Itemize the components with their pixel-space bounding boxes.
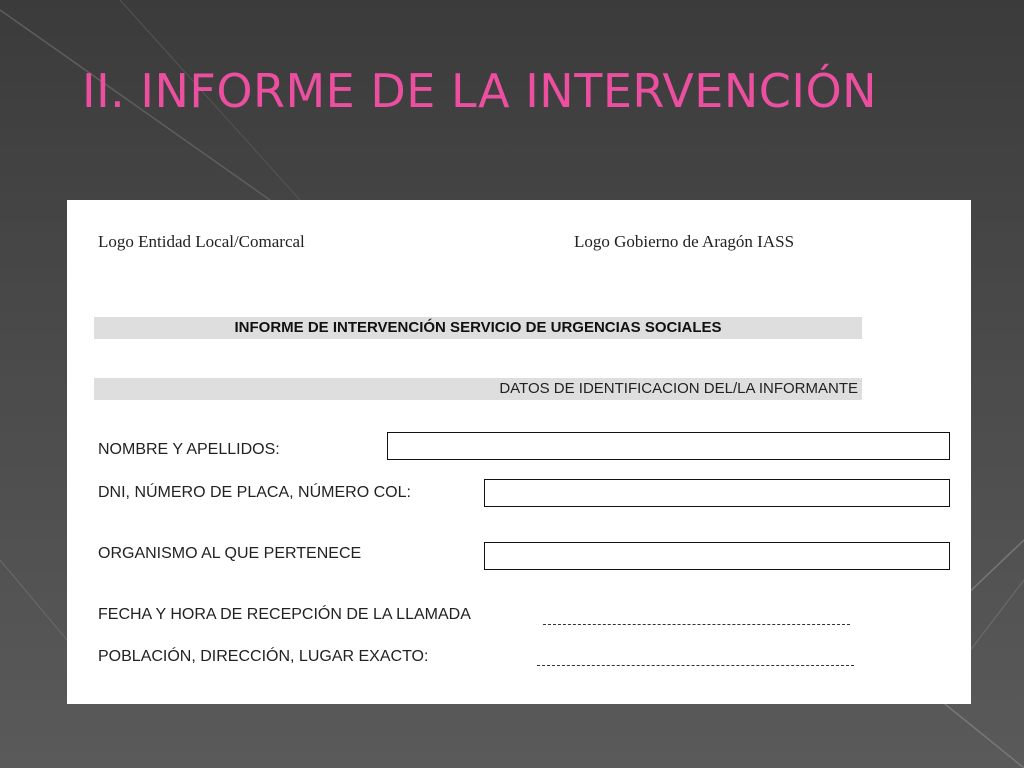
form-panel [67, 200, 971, 704]
nombre-input[interactable] [387, 432, 950, 460]
logo-entidad-local: Logo Entidad Local/Comarcal [98, 232, 305, 251]
nombre-label: NOMBRE Y APELLIDOS: [98, 441, 280, 458]
poblacion-label: POBLACIÓN, DIRECCIÓN, LUGAR EXACTO: [98, 648, 429, 665]
form-header-title: INFORME DE INTERVENCIÓN SERVICIO DE URGENCIAS SOCIALES [94, 317, 862, 339]
poblacion-line[interactable] [537, 665, 854, 666]
fecha-label: FECHA Y HORA DE RECEPCIÓN DE LA LLAMADA [98, 606, 471, 623]
logo-gobierno-aragon: Logo Gobierno de Aragón IASS [574, 232, 795, 251]
fecha-line[interactable] [543, 624, 850, 625]
slide-title: II. INFORME DE LA INTERVENCIÓN [82, 64, 878, 118]
organismo-input[interactable] [484, 542, 950, 570]
dni-input[interactable] [484, 479, 950, 507]
organismo-label: ORGANISMO AL QUE PERTENECE [98, 545, 362, 562]
section-title: DATOS DE IDENTIFICACION DEL/LA INFORMANTE [94, 378, 862, 400]
dni-label: DNI, NÚMERO DE PLACA, NÚMERO COL: [98, 484, 411, 501]
